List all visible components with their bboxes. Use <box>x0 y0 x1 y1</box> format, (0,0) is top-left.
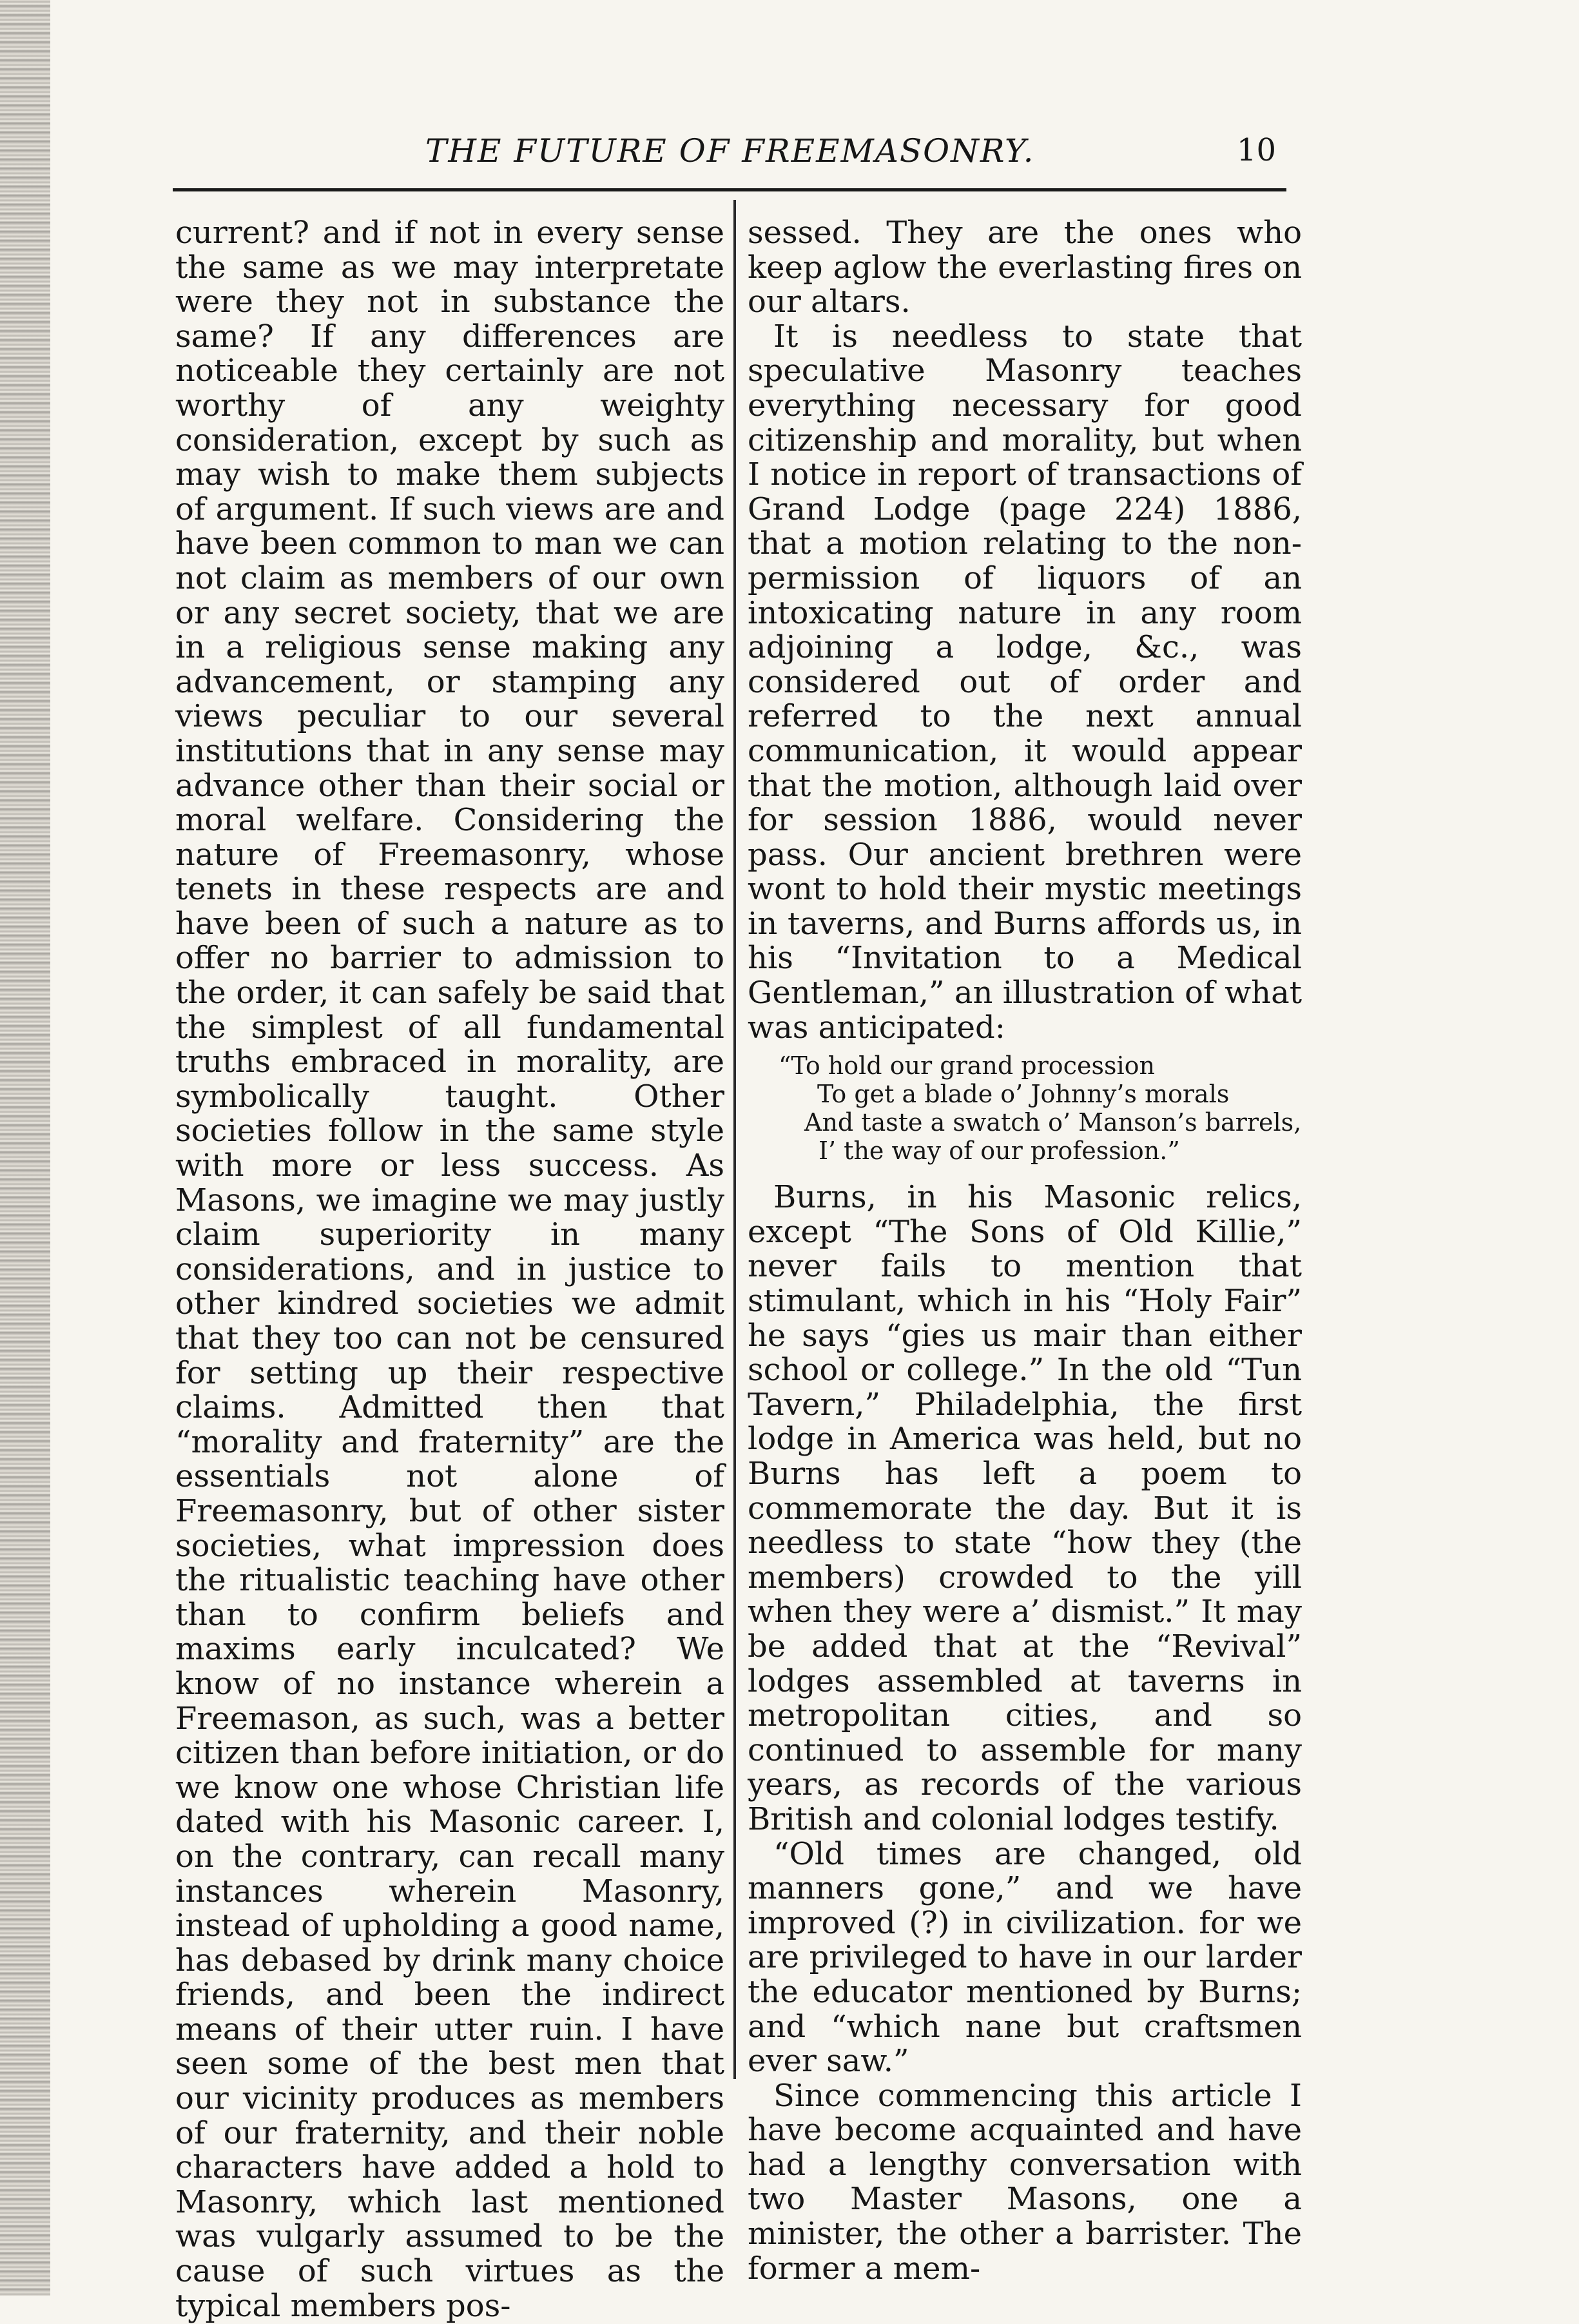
right-paragraph-4: “Old times are changed, old manners gone,” and we have improved (?) in civilization. for we are privileged to have in our larder the educator mentioned by Burns; and “which nane but craftsmen ever saw.” <box>748 1835 1302 2080</box>
column-divider <box>733 200 736 2079</box>
header-rule <box>173 188 1286 191</box>
verse-line-4: I’ the way of our profession.” <box>819 1137 1180 1166</box>
right-paragraph-1: sessed. They are the ones who keep aglow the everlasting fires on our altars. <box>748 215 1302 320</box>
verse-quotation <box>779 1051 1302 1165</box>
right-paragraph-3: Burns, in his Masonic relics, except “The Sons of Old Killie,” never fails to mention that stimulant, which in his “Holy Fair” he says “gies us mair than either school or college.” In the old “Tun Tavern,” Philadelphia, the first lodge in America was held, but no Burns has left a poem to commemorate the day. But it is needless to state “how they (the members) crowded to the yill when they were a’ dismist.” It may be added that at the “Revival” lodges assembled at taverns in metropolitan cities, and so continued to assemble for many years, as records of the various British and colonial lodges testify. <box>748 1179 1302 1837</box>
running-title: THE FUTURE OF FREEMASONRY. <box>425 132 1035 170</box>
left-paragraph-1: current? and if not in every sense the same as we may interpretate were they not in substance the same? If any differences are noticeable they certainly are not worthy of any weighty consideration, except by such as may wish to make them subjects of argument. If such views are and have been common to man we can not claim as members of our own or any secret society, that we are in a religious sense making any advancement, or stamping any views peculiar to our several institutions that in any sense may advance other than their social or moral welfare. Considering the nature of Freemasonry, whose tenets in these respects are and have been of such a nature as to offer no barrier to admission to the order, it can safely be said that the simplest of all fundamental truths embraced in morality, are symbolically taught. Other societies follow in the same style with more or less success. As Masons, we imagine we may justly claim superiority in many considerations, and in justice to other kindred societies we admit that they too can not be censured for setting up their respective claims. Admitted then that “morality and fraternity” are the essentials not alone of Freemasonry, but of other sister societies, what impression does the ritualistic teaching have other than to confirm beliefs and maxims early inculcated? We know of no instance wherein a Freemason, as such, was a better citizen than before initiation, or do we know one whose Christian life dated with his Masonic career. I, on the contrary, can recall many instances wherein Masonry, instead of upholding a good name, has debased by drink many choice friends, and been the indirect means of their utter ruin. I have seen some of the best men that our vicinity produces as members of our fraternity, and their noble characters have added a hold to Masonry, which last mentioned was vulgarly assumed to be the cause of such virtues as the typical members pos- <box>175 215 724 2324</box>
page-binding-edge <box>0 0 50 2296</box>
right-column <box>748 216 1302 2286</box>
page-number: 10 <box>1236 132 1276 168</box>
verse-line-2: To get a blade o’ Johnny’s morals <box>817 1080 1230 1109</box>
verse-line-1: “To hold our grand procession <box>779 1051 1155 1080</box>
page-header <box>180 132 1276 184</box>
left-column <box>175 216 724 2323</box>
right-paragraph-2: It is needless to state that speculative Masonry teaches everything necessary for good citizenship and morality, but when I notice in report of transactions of Grand Lodge (page 224) 1886, that a motion relating to the non-permission of liquors of an intoxicating nature in any room adjoining a lodge, &c., was considered out of order and referred to the next annual communication, it would appear that the motion, although laid over for session 1886, would never pass. Our ancient brethren were wont to hold their mystic meetings in taverns, and Burns affords us, in his “Invitation to a Medical Gentleman,” an illustration of what was anticipated: <box>748 318 1302 1046</box>
right-paragraph-5: Since commencing this article I have become acquainted and have had a lengthy conversation with two Master Masons, one a minister, the other a barrister. The former a mem- <box>748 2077 1302 2287</box>
verse-line-3: And taste a swatch o’ Manson’s barrels, <box>804 1108 1302 1137</box>
